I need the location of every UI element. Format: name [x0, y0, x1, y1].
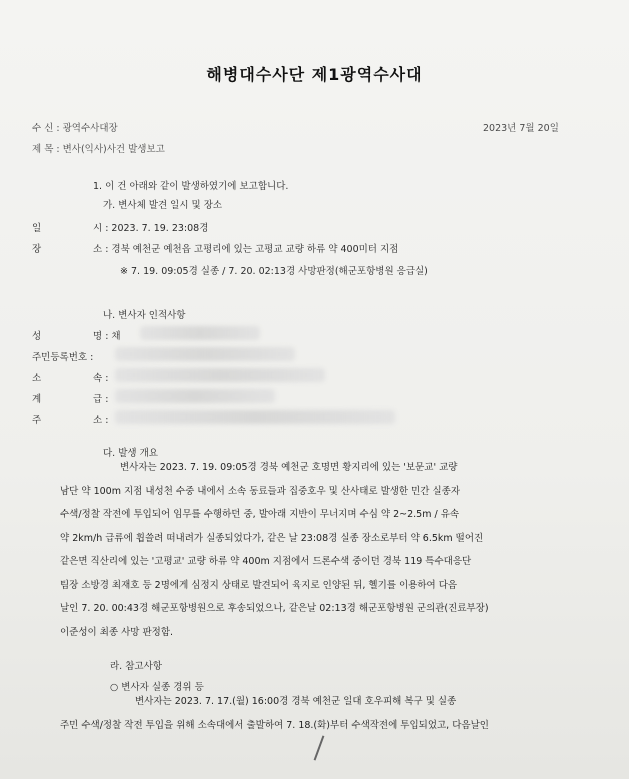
pen-mark	[314, 735, 325, 760]
subject-line: 제 목 : 변사(익사)사건 발생보고	[32, 144, 165, 155]
paragraph-line: 변사자는 2023. 7. 19. 09:05경 경북 예천군 호명면 황지리에 있는 '보문교' 교량	[120, 462, 458, 473]
paragraph-line: 변사자는 2023. 7. 17.(월) 16:00경 경북 예천군 일대 호우피해 복구 및 실종	[135, 696, 457, 707]
document-title: 해병대수사단 제1광역수사대	[206, 65, 423, 84]
redaction-name	[140, 326, 260, 340]
paragraph-line: 날인 7. 20. 00:43경 해군포항병원으로 후송되었으나, 같은날 02:13경 해군포항병원 군의관(진료부장)	[60, 603, 489, 614]
note-line: ※ 7. 19. 09:05경 실종 / 7. 20. 02:13경 사망판정(해군포항병원 응급실)	[120, 266, 428, 277]
redaction-rrn	[115, 347, 295, 361]
rrn-label: 주민등록번호 :	[32, 352, 94, 363]
place-value: 소 : 경북 예천군 예천읍 고평리에 있는 고평교 교량 하류 약 400미터 지점	[93, 244, 399, 255]
section-b-heading: 나. 변사자 인적사항	[103, 310, 186, 321]
paragraph-line: 팀장 소방경 최재호 등 2명에게 심정지 상태로 발견되어 육지로 인양된 뒤, 헬기를 이용하여 다음	[60, 579, 458, 591]
redaction-address	[115, 410, 395, 424]
section-d-paragraph	[60, 690, 600, 737]
unit-label: 소	[32, 373, 42, 384]
rank-label: 계	[32, 394, 42, 405]
place-label: 장	[32, 244, 42, 255]
section-c-paragraph	[60, 456, 600, 644]
address-colon: 소 :	[93, 415, 109, 426]
intro-line: 1. 이 건 아래와 같이 발생하였기에 보고합니다.	[93, 181, 289, 192]
paragraph-line: 주민 수색/정찰 작전 투입을 위해 소속대에서 출발하여 7. 18.(화)부터 수색작전에 투입되었고, 다음날인	[60, 719, 489, 731]
time-label: 일	[32, 223, 42, 234]
paragraph-line: 약 2km/h 급류에 휩쓸려 떠내려가 실종되었다가, 같은 날 23:08경 실종 장소로부터 약 6.5km 떨어진	[60, 532, 484, 544]
paragraph-line: 남단 약 100m 지점 내성천 수중 내에서 소속 동료들과 집중호우 및 산사태로 발생한 민간 실종자	[60, 485, 461, 497]
redaction-unit	[115, 368, 325, 382]
section-a-heading: 가. 변사체 발견 일시 및 장소	[103, 200, 223, 211]
paragraph-line: 이준성이 최종 사망 판정함.	[60, 626, 174, 638]
section-d-bullet: ○ 변사자 실종 경위 등	[110, 682, 204, 693]
document-date: 2023년 7월 20일	[483, 123, 559, 134]
section-c-heading: 다. 발생 개요	[103, 448, 158, 459]
time-value: 시 : 2023. 7. 19. 23:08경	[93, 223, 209, 234]
redaction-rank	[115, 389, 275, 403]
address-label: 주	[32, 415, 42, 426]
paragraph-line: 같은면 직산리에 있는 '고평교' 교량 하류 약 400m 지점에서 드론수색 중이던 경북 119 특수대응단	[60, 556, 472, 567]
recipient-line: 수 신 : 광역수사대장	[32, 123, 118, 134]
name-label: 성	[32, 331, 42, 342]
paragraph-line: 수색/정찰 작전에 투입되어 임무를 수행하던 중, 발아래 지반이 무너지며 수심 약 2~2.5m / 유속	[60, 509, 460, 520]
name-value: 명 : 채	[93, 331, 121, 342]
unit-colon: 속 :	[93, 373, 109, 384]
section-d-heading: 라. 참고사항	[110, 661, 162, 672]
rank-colon: 급 :	[93, 394, 109, 405]
